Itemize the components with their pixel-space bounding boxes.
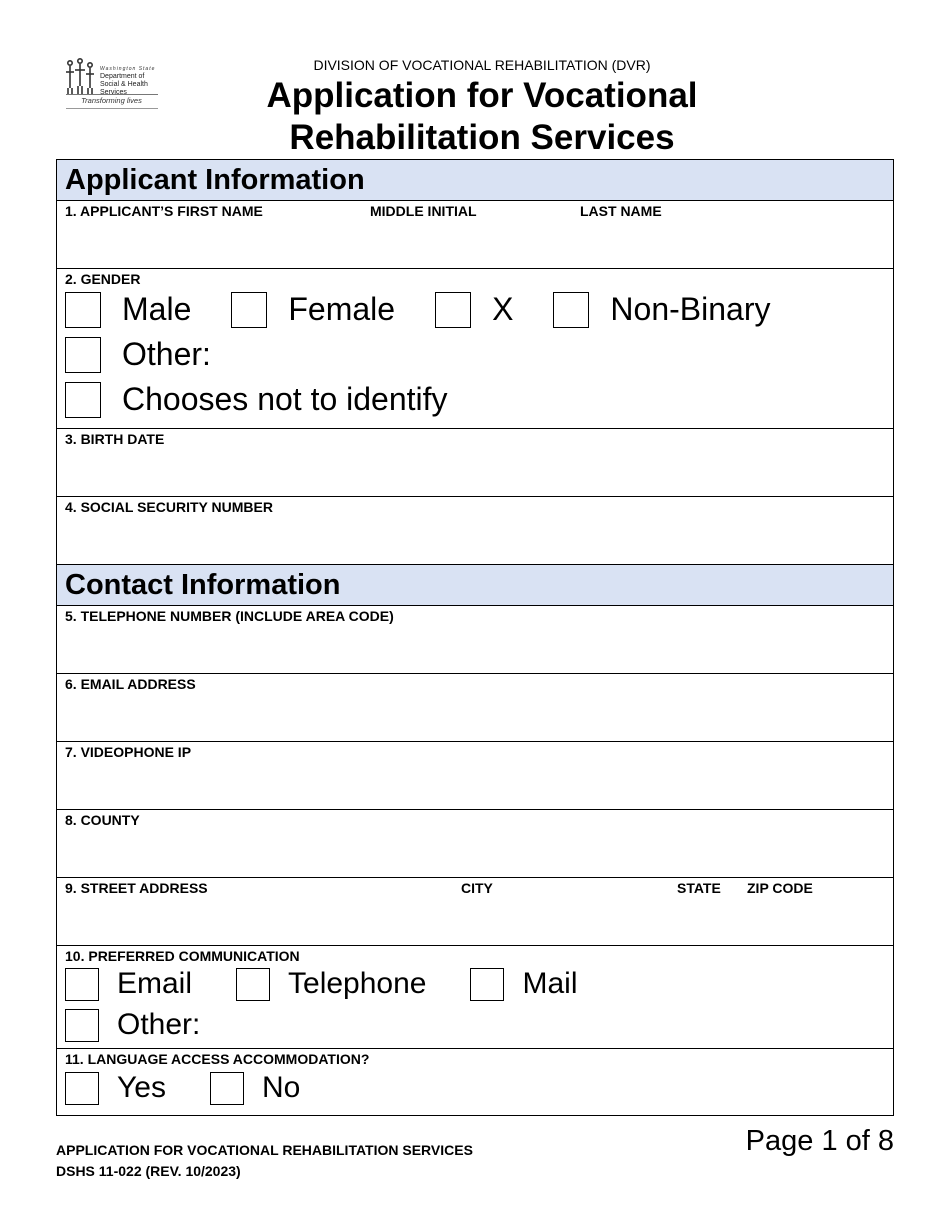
gender-other-label: Other: — [122, 336, 211, 372]
gender-female-checkbox[interactable] — [231, 292, 267, 328]
last-name-label: LAST NAME — [580, 203, 662, 219]
gender-options-row-1 — [65, 291, 770, 328]
gender-not-identify-checkbox[interactable] — [65, 382, 101, 418]
logo-department-text: Department of Social & Health Services — [100, 73, 148, 96]
title-line-2: Rehabilitation Services — [289, 118, 675, 157]
ssn-label: 4. SOCIAL SECURITY NUMBER — [65, 499, 273, 515]
email-label: 6. EMAIL ADDRESS — [65, 676, 196, 692]
street-address-label: 9. STREET ADDRESS — [65, 880, 208, 896]
videophone-label: 7. VIDEOPHONE IP — [65, 744, 192, 760]
footer-form-number: DSHS 11-022 (REV. 10/2023) — [56, 1163, 241, 1179]
email-field[interactable] — [57, 674, 893, 742]
comm-mail-checkbox[interactable] — [470, 968, 504, 1001]
gender-female-label: Female — [288, 291, 396, 327]
language-yes-label: Yes — [117, 1071, 166, 1104]
communication-options-row-1 — [65, 967, 578, 1001]
logo-tagline: Transforming lives — [81, 96, 142, 105]
language-yes-checkbox[interactable] — [65, 1072, 99, 1105]
language-access-field — [57, 1049, 893, 1115]
middle-initial-label: MIDDLE INITIAL — [370, 203, 477, 219]
gender-male-checkbox[interactable] — [65, 292, 101, 328]
county-label: 8. COUNTY — [65, 812, 140, 828]
footer-form-info — [56, 1140, 473, 1182]
state-label: STATE — [677, 880, 721, 896]
page-number: Page 1 of 8 — [745, 1125, 894, 1157]
division-name: DIVISION OF VOCATIONAL REHABILITATION (DVR) — [313, 57, 651, 73]
application-form — [56, 159, 894, 1116]
gender-options-row-3 — [65, 381, 448, 418]
gender-field — [57, 269, 893, 429]
gender-other-checkbox[interactable] — [65, 337, 101, 373]
gender-label: 2. GENDER — [65, 271, 141, 287]
language-no-checkbox[interactable] — [210, 1072, 244, 1105]
county-field[interactable] — [57, 810, 893, 878]
gender-male-label: Male — [122, 291, 192, 327]
applicant-section-header: Applicant Information — [57, 160, 893, 201]
telephone-field[interactable] — [57, 606, 893, 674]
language-options-row — [65, 1071, 300, 1105]
page-title — [0, 75, 950, 159]
ssn-field[interactable] — [57, 497, 893, 565]
videophone-field[interactable] — [57, 742, 893, 810]
communication-options-row-2 — [65, 1008, 200, 1042]
applicant-name-field[interactable] — [57, 201, 893, 269]
telephone-label: 5. TELEPHONE NUMBER (INCLUDE AREA CODE) — [65, 608, 394, 624]
zip-code-label: ZIP CODE — [747, 880, 813, 896]
gender-nonbinary-label: Non-Binary — [610, 291, 771, 327]
comm-email-checkbox[interactable] — [65, 968, 99, 1001]
comm-other-checkbox[interactable] — [65, 1009, 99, 1042]
gender-x-label: X — [492, 291, 514, 327]
comm-mail-label: Mail — [522, 967, 578, 1000]
gender-not-identify-label: Chooses not to identify — [122, 381, 448, 417]
gender-x-checkbox[interactable] — [435, 292, 471, 328]
first-name-label: 1. APPLICANT’S FIRST NAME — [65, 203, 263, 219]
birth-date-label: 3. BIRTH DATE — [65, 431, 165, 447]
contact-section-header: Contact Information — [57, 565, 893, 606]
comm-telephone-checkbox[interactable] — [236, 968, 270, 1001]
gender-nonbinary-checkbox[interactable] — [553, 292, 589, 328]
logo-state-text: Washington State — [100, 66, 156, 72]
footer-form-name: APPLICATION FOR VOCATIONAL REHABILITATION SERVICES — [56, 1142, 473, 1158]
comm-other-label: Other: — [117, 1008, 201, 1041]
title-line-1: Application for Vocational — [266, 76, 698, 115]
language-no-label: No — [261, 1071, 301, 1104]
gender-options-row-2 — [65, 336, 211, 373]
address-field[interactable] — [57, 878, 893, 946]
birth-date-field[interactable] — [57, 429, 893, 497]
preferred-communication-field — [57, 946, 893, 1049]
comm-telephone-label: Telephone — [288, 967, 427, 1000]
language-access-label: 11. LANGUAGE ACCESS ACCOMMODATION? — [65, 1051, 370, 1067]
city-label: CITY — [461, 880, 493, 896]
preferred-communication-label: 10. PREFERRED COMMUNICATION — [65, 948, 300, 964]
comm-email-label: Email — [117, 967, 193, 1000]
